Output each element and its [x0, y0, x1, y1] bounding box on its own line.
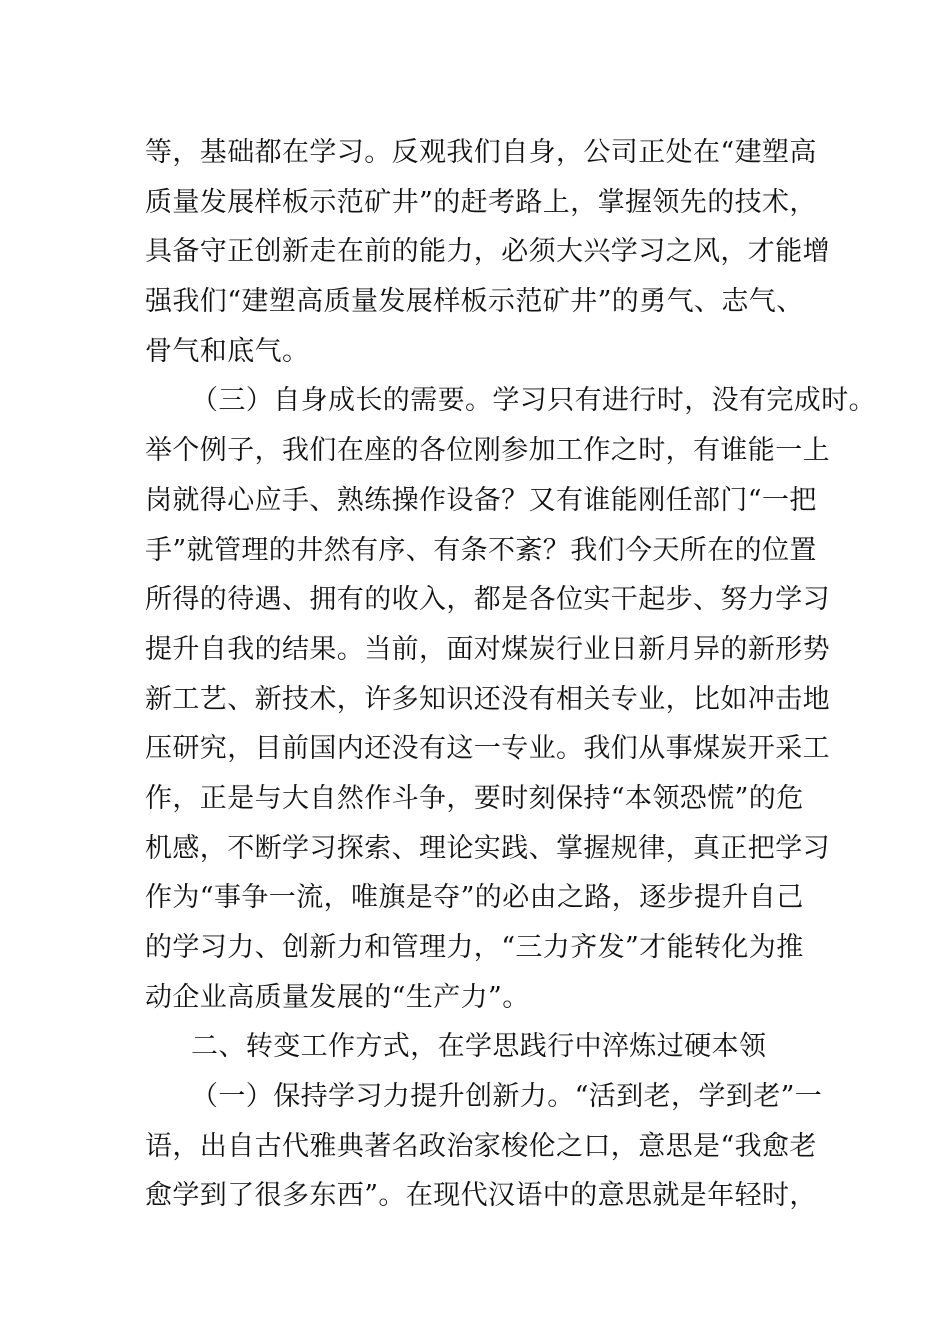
- text-line: 压研究，目前国内还没有这一专业。我们从事煤炭开采工: [145, 733, 830, 765]
- text-line: 语，出自古代雅典著名政治家梭伦之口，意思是“我愈老: [145, 1130, 817, 1162]
- text-line: 质量发展样板示范矿井”的赶考路上，掌握领先的技术，: [145, 186, 817, 218]
- text-line: 的学习力、创新力和管理力，“三力齐发”才能转化为推: [145, 932, 804, 963]
- text-line: 等，基础都在学习。反观我们自身，公司正处在“建塑高: [145, 137, 817, 168]
- text-line: 机感，不断学习探索、理论实践、掌握规律，真正把学习: [145, 832, 830, 864]
- text-line: 岗就得心应手、熟练操作设备？又有谁能刚任部门“一把: [145, 484, 817, 516]
- text-line: 举个例子，我们在座的各位刚参加工作之时，有谁能一上: [145, 435, 830, 467]
- text-line: 提升自我的结果。当前，面对煤炭行业日新月异的新形势: [145, 633, 830, 665]
- text-line: 作为“事争一流，唯旗是夺”的必由之路，逐步提升自己: [145, 882, 804, 914]
- text-line: 动企业高质量发展的“生产力”。: [145, 981, 530, 1013]
- text-line: 强我们“建塑高质量发展样板示范矿井”的勇气、志气、: [145, 286, 804, 318]
- section-heading-1: （一）保持学习力提升创新力。“活到老，学到老”一: [191, 1081, 823, 1113]
- text-line: 愈学到了很多东西”。在现代汉语中的意思就是年轻时，: [145, 1180, 817, 1212]
- text-line: 骨气和底气。: [145, 335, 310, 367]
- text-line: 所得的待遇、拥有的收入，都是各位实干起步、努力学习: [145, 584, 830, 616]
- text-line: 具备守正创新走在前的能力，必须大兴学习之风，才能增: [145, 236, 830, 268]
- text-line: 作，正是与大自然作斗争，要时刻保持“本领恐慌”的危: [145, 782, 804, 814]
- text-line: 新工艺、新技术，许多知识还没有相关专业，比如冲击地: [145, 683, 830, 715]
- section-heading-3: （三）自身成长的需要。学习只有进行时，没有完成时。: [191, 385, 876, 417]
- text-line: 手”就管理的井然有序、有条不紊？我们今天所在的位置: [145, 534, 817, 566]
- section-heading-2: 二、转变工作方式，在学思践行中淬炼过硬本领: [191, 1031, 767, 1063]
- body-text: [145, 128, 876, 1221]
